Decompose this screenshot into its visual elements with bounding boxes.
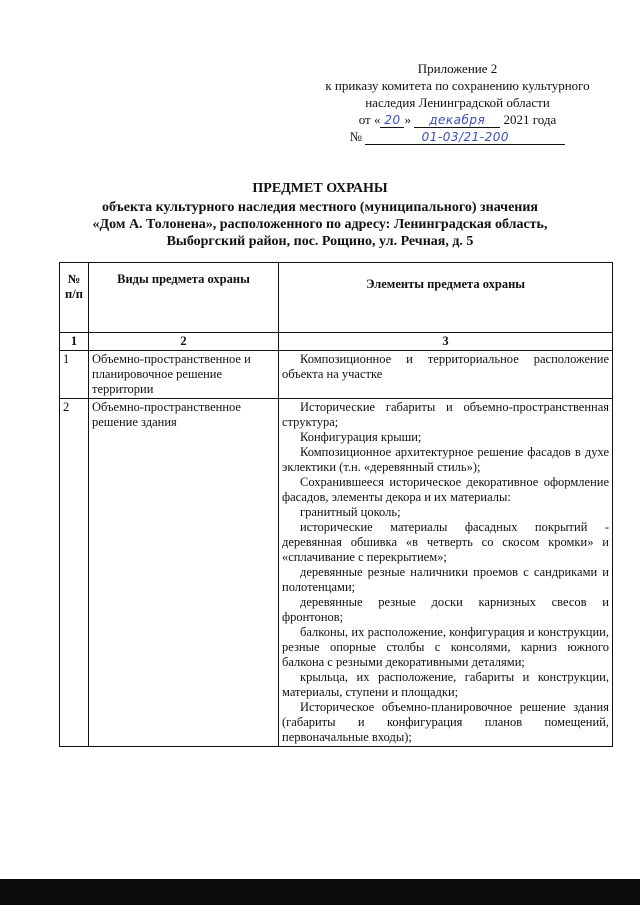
appendix-block	[300, 60, 615, 145]
element-item: Композиционное архитектурное решение фасадов в духе эклектики (т.н. «деревянный стиль»);	[282, 445, 609, 474]
row-number: 2	[60, 399, 89, 747]
document-title-block	[40, 180, 600, 250]
row-elements	[279, 351, 613, 399]
title-line-1: объекта культурного наследия местного (муниципального) значения	[101, 200, 538, 215]
appendix-committee-line: наследия Ленинградской области	[365, 95, 550, 110]
document-title: ПРЕДМЕТ ОХРАНЫ	[252, 181, 388, 196]
element-item: исторические материалы фасадных покрытий - деревянная обшивка «в четверть со скосом кромки» и «сплачивание с перекрытием»;	[282, 520, 609, 564]
table-row	[60, 399, 613, 747]
header-number: № п/п	[60, 263, 89, 333]
table-header-row	[60, 263, 613, 333]
header-type: Виды предмета охраны	[89, 263, 279, 333]
title-line-2: «Дом А. Толонена», расположенного по адресу: Ленинградская область,	[92, 217, 548, 232]
appendix-number-line	[300, 128, 615, 145]
column-number: 1	[60, 333, 89, 351]
element-item: Сохранившееся историческое декоративное оформление фасадов, элементы декора и их материалы:	[282, 475, 609, 504]
column-number: 3	[279, 333, 613, 351]
row-type: Объемно-пространственное решение здания	[89, 399, 279, 747]
column-number-row	[60, 333, 613, 351]
row-type: Объемно-пространственное и планировочное решение территории	[89, 351, 279, 399]
appendix-title: Приложение 2	[417, 61, 498, 76]
date-day: 20	[380, 113, 404, 128]
title-line-3: Выборгский район, пос. Рощино, ул. Речная, д. 5	[166, 234, 474, 249]
table-row	[60, 351, 613, 399]
appendix-date-line	[300, 111, 615, 128]
element-item: Исторические габариты и объемно-пространственная структура;	[282, 400, 609, 429]
header-elements: Элементы предмета охраны	[279, 263, 613, 333]
element-item: деревянные резные доски карнизных свесов и фронтонов;	[282, 595, 609, 624]
number-prefix: №	[349, 129, 363, 144]
row-number: 1	[60, 351, 89, 399]
element-item: гранитный цоколь;	[300, 505, 401, 519]
element-item: крыльца, их расположение, габариты и конструкции, материалы, ступени и площадки;	[282, 670, 609, 699]
date-month: декабря	[414, 113, 500, 128]
order-number: 01-03/21-200	[365, 130, 565, 145]
element-item: деревянные резные наличники проемов с сандриками и полотенцами;	[282, 565, 609, 594]
row-elements	[279, 399, 613, 747]
scan-edge-bar	[0, 879, 640, 905]
date-year: 2021 года	[503, 112, 557, 127]
date-prefix: от «	[358, 112, 381, 127]
element-item: Историческое объемно-планировочное решение здания (габариты и конфигурация планов помещений, первоначальные входы);	[282, 700, 609, 744]
appendix-order-line: к приказу комитета по сохранению культурного	[325, 78, 590, 93]
element-item: Композиционное и территориальное расположение объекта на участке	[282, 352, 609, 381]
element-item: Конфигурация крыши;	[300, 430, 422, 444]
element-item: балконы, их расположение, конфигурация и конструкции, резные опорные столбы с консолями, карниз южного балкона с резными декоративными деталями;	[282, 625, 609, 669]
protection-table	[59, 262, 613, 747]
date-mid: »	[404, 112, 411, 127]
column-number: 2	[89, 333, 279, 351]
